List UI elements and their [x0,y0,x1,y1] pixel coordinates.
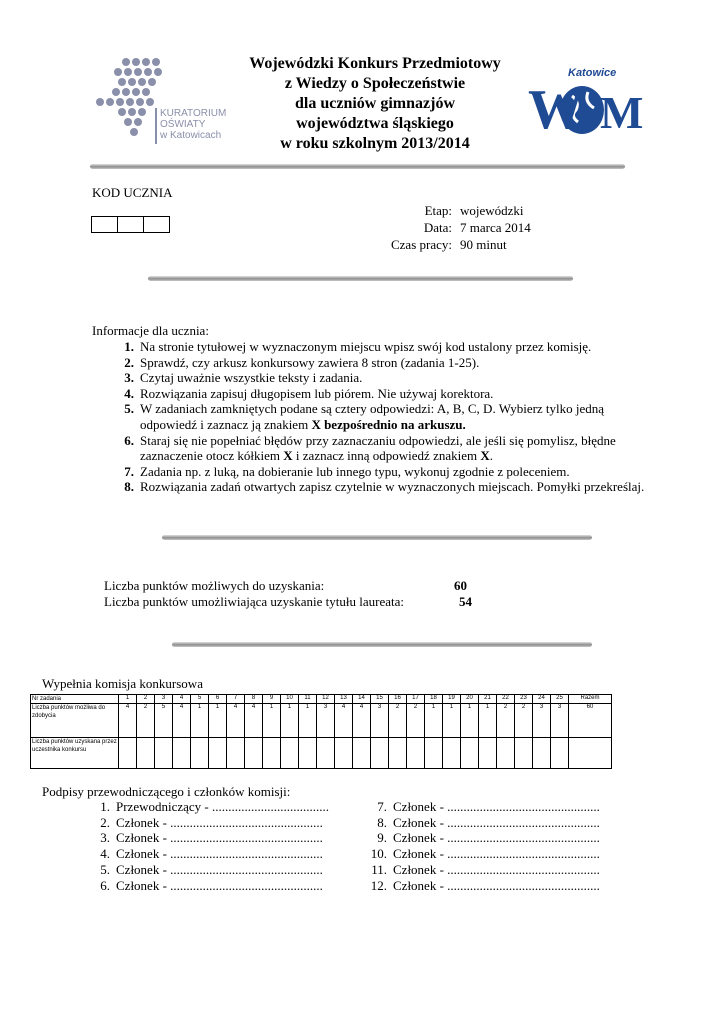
logo-dot [128,108,136,116]
max-points-cell: 2 [497,704,515,738]
task-number-cell: 25 [551,695,569,704]
logo-dot [132,88,140,96]
signature-text: Członek - ............................................... [393,830,600,846]
max-points-cell: 4 [119,704,137,738]
code-box[interactable] [118,217,144,232]
signature-number: 9. [377,830,387,846]
max-points-cell: 1 [479,704,497,738]
logo-dot [154,68,162,76]
max-points-cell: 1 [425,704,443,738]
info-item [110,401,650,432]
max-points-cell: 1 [299,704,317,738]
logo-dot [134,118,142,126]
task-number-cell: 22 [497,695,515,704]
earned-points-cell[interactable] [227,738,245,769]
commission-label: Wypełnia komisja konkursowa [42,676,203,691]
meta-row-stage [360,202,531,219]
task-number-cell: 2 [137,695,155,704]
code-box[interactable] [144,217,169,232]
logo-dot [146,98,154,106]
logo-dot [152,58,160,66]
info-item [110,355,650,371]
signature-line[interactable] [357,862,600,878]
logo-dot [132,58,140,66]
earned-points-cell[interactable] [497,738,515,769]
max-points-cell: 2 [389,704,407,738]
row-header: Liczba punktów uzyskana przez uczestnika konkursu [31,738,119,769]
signature-number: 3. [100,830,110,846]
total-max-cell: 60 [569,704,612,738]
max-points-cell: 1 [209,704,227,738]
logo-dot [118,78,126,86]
signature-line[interactable] [357,815,600,831]
points-laureate-value: 54 [459,594,472,609]
title-line: z Wiedzy o Społeczeństwie [284,75,466,92]
max-points-cell: 2 [407,704,425,738]
max-points-cell: 1 [263,704,281,738]
earned-points-cell[interactable] [461,738,479,769]
logo-dot [116,98,124,106]
signatures-left [80,799,329,893]
info-item [110,433,650,464]
code-box[interactable] [92,217,118,232]
item-text-part: Staraj się nie popełniać błędów przy zaznaczaniu odpowiedzi, ale jeśli się pomylisz, błędne zaznaczenie otocz kółkiem [140,432,616,464]
task-number-cell: 3 [155,695,173,704]
signature-line[interactable] [357,846,600,862]
wom-mark-text: WOM [524,62,527,63]
logo-dot [138,108,146,116]
task-number-cell: 20 [461,695,479,704]
logo-dot [144,68,152,76]
title-line: dla uczniów gimnazjów [295,95,455,112]
logo-dot [114,68,122,76]
separator-line [162,535,592,540]
item-number: 3. [124,370,134,386]
meta-row-date [360,219,531,236]
earned-points-cell[interactable] [407,738,425,769]
signature-text: Członek - ............................................... [116,861,323,877]
info-item [110,339,650,355]
task-number-cell: 23 [515,695,533,704]
item-text [140,433,650,464]
wom-city-text: Katowice [568,67,617,79]
meta-value: wojewódzki [460,203,524,218]
task-number-cell: 9 [263,695,281,704]
title-line: Wojewódzki Konkurs Przedmiotowy [249,55,501,72]
points-laureate-row [104,594,472,610]
document-title [210,54,540,154]
earned-points-cell[interactable] [425,738,443,769]
earned-points-cell[interactable] [335,738,353,769]
signature-line[interactable] [357,878,600,894]
title-line: w roku szkolnym 2013/2014 [280,135,470,152]
total-earned-cell[interactable] [569,738,612,769]
meta-value: 7 marca 2014 [460,220,531,235]
signature-number: 7. [377,799,387,814]
earned-points-cell[interactable] [479,738,497,769]
logo-dot [124,68,132,76]
task-number-cell: 24 [533,695,551,704]
info-heading: Informacje dla ucznia: [92,323,209,338]
task-number-cell: 7 [227,695,245,704]
item-text: Zadania np. z luką, na dobieranie lub innego typu, wykonuj zgodnie z poleceniem. [140,463,570,479]
task-number-cell: 19 [443,695,461,704]
task-number-cell: 10 [281,695,299,704]
signature-line[interactable] [80,799,329,815]
item-number: 2. [124,354,134,370]
wom-logo [524,62,644,144]
max-points-cell: 3 [371,704,389,738]
row-header: Liczba punktów możliwa do zdobycia [31,704,119,738]
max-points-cell: 3 [317,704,335,738]
max-points-cell: 4 [227,704,245,738]
item-number: 8. [124,479,134,495]
logo-dot [128,78,136,86]
item-number: 4. [124,385,134,401]
signature-text: Członek - ............................................... [393,799,600,814]
points-possible-value: 60 [454,578,467,593]
logo-dot [118,108,126,116]
max-points-cell: 1 [281,704,299,738]
max-points-cell: 3 [533,704,551,738]
task-number-cell: 11 [299,695,317,704]
logo-dot [148,78,156,86]
task-number-cell: 12 [317,695,335,704]
max-points-cell: 4 [173,704,191,738]
logo-dot [142,88,150,96]
earned-points-cell[interactable] [317,738,335,769]
earned-points-cell[interactable] [245,738,263,769]
item-text-part: . [489,448,493,464]
task-number-cell: 1 [119,695,137,704]
earned-points-cell[interactable] [389,738,407,769]
signature-number: 12. [370,877,387,893]
logo-text-line: KURATORIUM [160,108,227,119]
logo-dot [142,58,150,66]
separator-line [90,164,625,169]
info-list [110,339,650,495]
signature-number: 2. [100,814,110,830]
max-points-cell: 5 [155,704,173,738]
signature-text: Członek - ............................................... [393,814,600,830]
signatures-right [357,799,600,893]
task-number-cell: 18 [425,695,443,704]
info-item [110,464,650,480]
earned-points-cell[interactable] [371,738,389,769]
logo-dot [134,68,142,76]
signature-text: Członek - ............................................... [393,846,600,862]
signatures-heading: Podpisy przewodniczącego i członków komisji: [42,784,291,799]
task-number-cell: 13 [335,695,353,704]
signature-line[interactable] [357,799,600,815]
info-item [110,479,650,495]
signature-line[interactable] [80,846,329,862]
item-text: Sprawdź, czy arkusz konkursowy zawiera 8 stron (zadania 1-25). [140,354,480,370]
item-text: Czytaj uważnie wszystkie teksty i zadania. [140,370,363,386]
logo-dot [138,78,146,86]
logo-dot [124,118,132,126]
item-text: Rozwiązania zadań otwartych zapisz czytelnie w wyznaczonych miejscach. Pomyłki przekreślaj. [140,479,645,495]
task-number-cell: 21 [479,695,497,704]
meta-value: 90 minut [460,237,507,252]
signature-text: Członek - ............................................... [116,877,323,893]
signature-text: Członek - ............................................... [116,830,323,846]
row-header: Nr zadania [31,695,119,704]
title-line: województwa śląskiego [296,115,454,132]
wom-w-letter: W [528,79,584,141]
total-header-cell: Razem [569,695,612,704]
signature-text: Członek - ............................................... [116,814,323,830]
max-points-cell: 2 [515,704,533,738]
info-item [110,370,650,386]
item-number: 6. [124,432,134,448]
earned-points-cell[interactable] [533,738,551,769]
points-possible-label: Liczba punktów możliwych do uzyskania: [104,578,325,593]
signature-number: 10. [370,846,387,862]
exam-meta [360,202,531,253]
earned-points-cell[interactable] [209,738,227,769]
logo-dot [130,128,138,136]
task-number-cell: 5 [191,695,209,704]
item-text-part: i zaznacz inną odpowiedź znakiem [292,448,481,464]
logo-dot [136,98,144,106]
earned-points-cell[interactable] [191,738,209,769]
signature-line[interactable] [80,815,329,831]
earned-points-cell[interactable] [155,738,173,769]
task-number-cell: 4 [173,695,191,704]
item-number: 5. [124,401,134,417]
item-text: Na stronie tytułowej w wyznaczonym miejscu wpisz swój kod ustalony przez komisję. [140,339,592,354]
earned-points-cell[interactable] [353,738,371,769]
points-summary [104,578,472,610]
max-points-cell: 4 [353,704,371,738]
earned-points-cell[interactable] [299,738,317,769]
max-points-cell: 4 [245,704,263,738]
signature-number: 6. [100,877,110,893]
earned-points-cell[interactable] [263,738,281,769]
signature-number: 5. [100,861,110,877]
earned-points-cell[interactable] [119,738,137,769]
item-text-bold: X bezpośrednio na arkuszu. [311,416,466,432]
item-text-part: W zadaniach zamkniętych podane są cztery odpowiedzi: A, B, C, D. Wybierz tylko jedną odpowiedź i zaznacz ją znakiem [140,401,605,432]
info-item [110,386,650,402]
logo-dot [106,98,114,106]
logo-divider [155,108,157,144]
logo-dot [126,98,134,106]
task-number-cell: 6 [209,695,227,704]
earned-points-cell[interactable] [515,738,533,769]
signature-number: 1. [100,799,110,814]
logo-dot [122,88,130,96]
max-points-cell: 1 [191,704,209,738]
points-possible-row [104,578,472,594]
signature-text: Członek - ............................................... [393,877,600,893]
earned-points-cell[interactable] [443,738,461,769]
meta-label: Data: [423,220,452,235]
score-table [30,694,612,769]
signature-text: Przewodniczący - .................................... [116,799,330,814]
item-text-bold: X [283,448,293,464]
item-text-bold: X [480,448,490,464]
logo-dot [122,58,130,66]
task-number-cell: 8 [245,695,263,704]
meta-label: Czas pracy: [390,237,452,252]
item-text [140,401,650,432]
item-number: 1. [124,339,134,354]
max-points-cell: 3 [551,704,569,738]
logo-text-line: w Katowicach [160,130,222,141]
signature-line[interactable] [80,830,329,846]
task-number-cell: 15 [371,695,389,704]
meta-label: Etap: [424,203,452,218]
signature-number: 8. [377,814,387,830]
wom-m-letter: M [600,87,644,138]
earned-points-cell[interactable] [281,738,299,769]
signature-number: 11. [371,861,387,877]
separator-line [172,642,592,647]
signature-line[interactable] [80,862,329,878]
max-points-cell: 1 [461,704,479,738]
logo-dot [112,88,120,96]
task-number-cell: 14 [353,695,371,704]
signature-number: 4. [100,846,110,862]
item-number: 7. [124,463,134,479]
table-row [31,738,612,769]
points-laureate-label: Liczba punktów umożliwiająca uzyskanie tytułu laureata: [104,594,404,609]
student-code-label: KOD UCZNIA [92,185,173,200]
signature-line[interactable] [357,830,600,846]
signature-text: Członek - ............................................... [116,846,323,862]
earned-points-cell[interactable] [173,738,191,769]
meta-row-time [360,236,531,253]
max-points-cell: 4 [335,704,353,738]
signature-line[interactable] [80,878,329,894]
task-number-cell: 16 [389,695,407,704]
max-points-cell: 1 [443,704,461,738]
item-text: Rozwiązania zapisuj długopisem lub piórem. Nie używaj korektora. [140,385,494,401]
logo-text-line: OŚWIATY [160,119,206,130]
task-number-cell: 17 [407,695,425,704]
table-row [31,695,612,704]
student-code-boxes[interactable] [91,216,170,233]
max-points-cell: 2 [137,704,155,738]
signature-text: Członek - ............................................... [393,861,600,877]
table-row [31,704,612,738]
separator-line [148,276,573,281]
earned-points-cell[interactable] [137,738,155,769]
earned-points-cell[interactable] [551,738,569,769]
logo-dot [96,98,104,106]
